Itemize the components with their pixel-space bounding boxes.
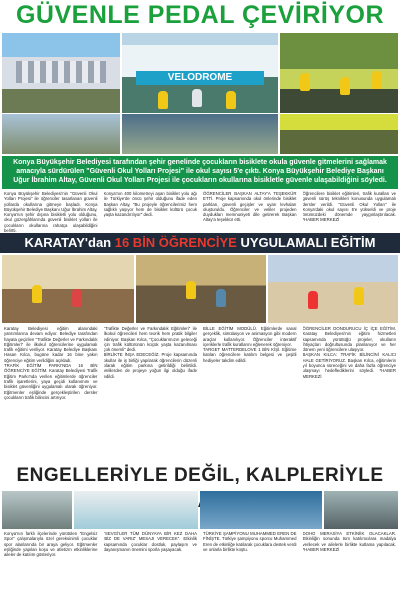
article-column: ÖĞRENCİLER BAŞKAN ALTAY'A TEŞEKKÜR ETTİ. Proje kapsamında okul önlerinde bisiklet parkları, güvenli geçişler ve uyarı levhaları oluşturuldu. Öğrenciler ve veliler projeden duydukları memnuniyeti dile getirerek Başkan Altay'a teşekkür etti.	[203, 191, 297, 223]
photo-velodrome	[122, 33, 278, 113]
paragraph: "Trafikte Değerler ve Farkındalık Eğitimleri" ile ilkokul öğrencileri hem teorik hem pratik bilgiler ediniyor. Başkan Kılca, "Çocuklarımızın geleceği için trafik kültürünün küçük yaşta kazanılması çok önemli" dedi.	[103, 326, 197, 353]
child-figure	[354, 287, 364, 305]
child-figure	[308, 291, 318, 309]
photo-sports-hall	[74, 491, 198, 529]
cyclist-figure	[340, 77, 350, 95]
paragraph: Karatay Belediyesi eğitim alanındaki yatırımlarına devam ediyor. Belediye tarafından hayata geçirilen "Trafikte Değerler ve Farkındalık Eğitimleri" ile ilkokul öğrencilerine uygulamalı trafik eğitimi veriliyor. Karatay Belediye Başkanı Hasan Kılca, bugüne kadar 16 bine yakın öğrenciye eğitim verildiğini açıkladı.	[4, 326, 98, 363]
photo-traffic-training-1	[2, 255, 134, 323]
photo-participants	[200, 491, 322, 529]
photo-running-child	[2, 491, 72, 529]
velodrome-sign: VELODROME	[136, 71, 264, 85]
article-column: TÜRKİYE ŞAMPİYONU MUHAMMED EREN DE FİNİŞTE. Türkiye şampiyonu sporcu Muhammed Eren de etkinliğe katılarak çocuklara destek verdi ve onlarla birlikte koştu.	[203, 531, 297, 552]
banner-text-part1: KARATAY'dan	[24, 235, 115, 250]
article-column: "SEVGİ'LER TÜM DÜNYAYA BİR KEZ DAHA 'BİZ DE VARIZ' MESAJI VERECEK". Etkinlik kapsamında çocuklar dostluk, paylaşım ve dayanışmanın önemini sporla yaşayacak.	[103, 531, 197, 552]
banner-text-part2: UYGULAMALI EĞİTİM	[240, 235, 376, 250]
article-column	[303, 326, 397, 462]
paragraph: TRAFİK EĞİTİM PARKI'NDA 16 BİN ÖĞRENCİYE EĞİTİM. Karatay Belediyesi Trafik Eğitim Parkı'nda verilen eğitimlerde öğrenciler trafik işaretlerini, yaya geçidi kullanımını ve bisiklet güvenliğini uygulamalı olarak öğreniyor. Eğitmenler eşliğinde gerçekleştirilen dersler çocukların trafik bilincini artırıyor.	[4, 363, 98, 400]
photo-traffic-training-3	[268, 255, 398, 323]
article-column: Konya'nın 400 kilometreyi aşan bisiklet yolu ağı ile Türkiye'de öncü şehir olduğunu ifade eden Başkan Altay, "Bu projeyle öğrencilerimiz hem sağlıklı yaşıyor hem de bisiklet kültürü çocuk yaşta kazandırılıyor" dedi.	[103, 191, 197, 218]
secondary-headline: ENGELLERİYLE DEĞİL, KALPLERİYLE	[0, 463, 400, 489]
article-column: DOHO MERASİYA ETKİNİİK OLACAKLAR. Etkinliğin sonunda tüm katılımcılara madalya verilecek ve ailelerle birlikte kutlama yapılacak. *HABER MERKEZİ	[302, 531, 396, 552]
child-figure	[72, 289, 82, 307]
article-column: Öğrencilere bisiklet eğitimleri, trafik kuralları ve güvenli sürüş teknikleri konusunda uygulamalı dersler verildi. "Güvenli Okul Yolları" ile Konya'daki okul sayısı 5'e yükseldi ve proje önümüzdeki dönemde yaygınlaştırılacak. *HABER MERKEZİ	[302, 191, 396, 223]
article-columns-cycling	[4, 191, 396, 233]
paragraph: BİLLE EĞİTİM MODÜLÜ. Eğitimlerde sanal gerçeklik, simülasyon ve animasyon gibi modern araçlar kullanılıyor. Öğrenciler interaktif içeriklerle trafik kurallarını eğlenerek öğreniyor.	[203, 326, 297, 347]
student-figure	[158, 91, 168, 109]
section-banner-karatay	[0, 233, 400, 253]
child-figure	[32, 285, 42, 303]
article-columns-karatay	[4, 326, 396, 462]
paragraph: BİRLİKTE İNŞA EDECEĞİZ. Proje kapsamında okullar ile iş birliği yapılarak öğrencilerin düzenli olarak eğitim parkına getirildiği belirtildi. Velilerden de projeye yoğun ilgi olduğu ifade edildi.	[103, 352, 197, 379]
article-column	[104, 326, 198, 462]
article-column	[203, 326, 297, 462]
article-column	[4, 326, 98, 462]
cyclist-figure	[300, 73, 310, 91]
photo-mayor-event	[2, 114, 120, 154]
cyclist-figure	[372, 71, 382, 89]
paragraph: TARGET MATTERDELOVE 1 BİN KİŞİ. Eğitime katılan öğrencilere katılım belgesi ve çeşitli hediyeler takdim edildi.	[203, 347, 297, 363]
photo-students-vests	[280, 114, 398, 154]
lead-paragraph: Konya Büyükşehir Belediyesi tarafından şehir genelinde çocukların bisiklete okula güvenle gitmelerini sağlamak amacıyla sürdürülen "Güvenli Okul Yolları Projesi" ile okul sayısı 5'e çıktı. Konya Büyükşehir Belediye Başkanı Uğur İbrahim Altay, Güvenli Okul Yolları Projesi ile çocukların okullarına bisikletle güvenle ulaşabildiğini söyledi.	[2, 156, 398, 189]
instructor-figure	[186, 281, 196, 299]
photo-traffic-training-2	[136, 255, 266, 323]
paragraph: BAŞKAN KILCA: TRAFİK BİLİNCİNİ KALICI HALE GETİRİYORUZ. Başkan Kılca, eğitimlerin yıl boyunca süreceğini ve daha fazla öğrenciye ulaşmayı hedeflediklerini söyledi. *HABER MERKEZİ	[302, 352, 396, 379]
article-column: Konya'nın farklı ilçelerinde yürütülen "Engelsiz Spor" çalışmalarıyla özel gereksinimli çocuklar spor alanlarında bir araya geliyor. Eğitmenler eşliğinde yapılan koşu ve atletizm etkinliklerine aileler de katılım gösteriyor.	[4, 531, 98, 558]
article-column: Konya Büyükşehir Belediyesi'nin "Güvenli Okul Yolları Projesi" ile öğrenciler tasarlanan güvenli yollarda okullarına gitmeye başladı. Konya Büyükşehir Belediye Başkanı Uğur İbrahim Altay, Konya'nın şehir dışına bisikletli yolu olduğunu, okul güzergâhlarında güvenli bisiklet yolları ile çocukların okullarına rahatça ulaşabildiğini belirtti.	[4, 191, 98, 233]
student-figure	[226, 91, 236, 109]
photo-athletes	[324, 491, 398, 529]
student-figure	[192, 89, 202, 107]
photo-school-building	[2, 33, 120, 113]
paragraph: ÖĞRENCİLER DONDURUCU İÇ İÇE EĞİTİM. Karatay Belediyesi'nin eğitim hizmetleri kapsamında yürüttüğü projeler, okulların ihtiyaçları doğrultusunda planlanıyor ve her dönem yeni öğrencilere ulaşıyor.	[302, 326, 396, 353]
photo-cyclists	[280, 33, 398, 113]
child-figure	[216, 289, 226, 307]
article-columns-sports	[4, 531, 396, 593]
banner-text-highlight: 16 BİN ÖĞRENCİYE	[114, 235, 237, 250]
main-headline: GÜVENLE PEDAL ÇEVİRİYOR	[15, 1, 385, 29]
photo-bike-lane	[122, 114, 278, 154]
